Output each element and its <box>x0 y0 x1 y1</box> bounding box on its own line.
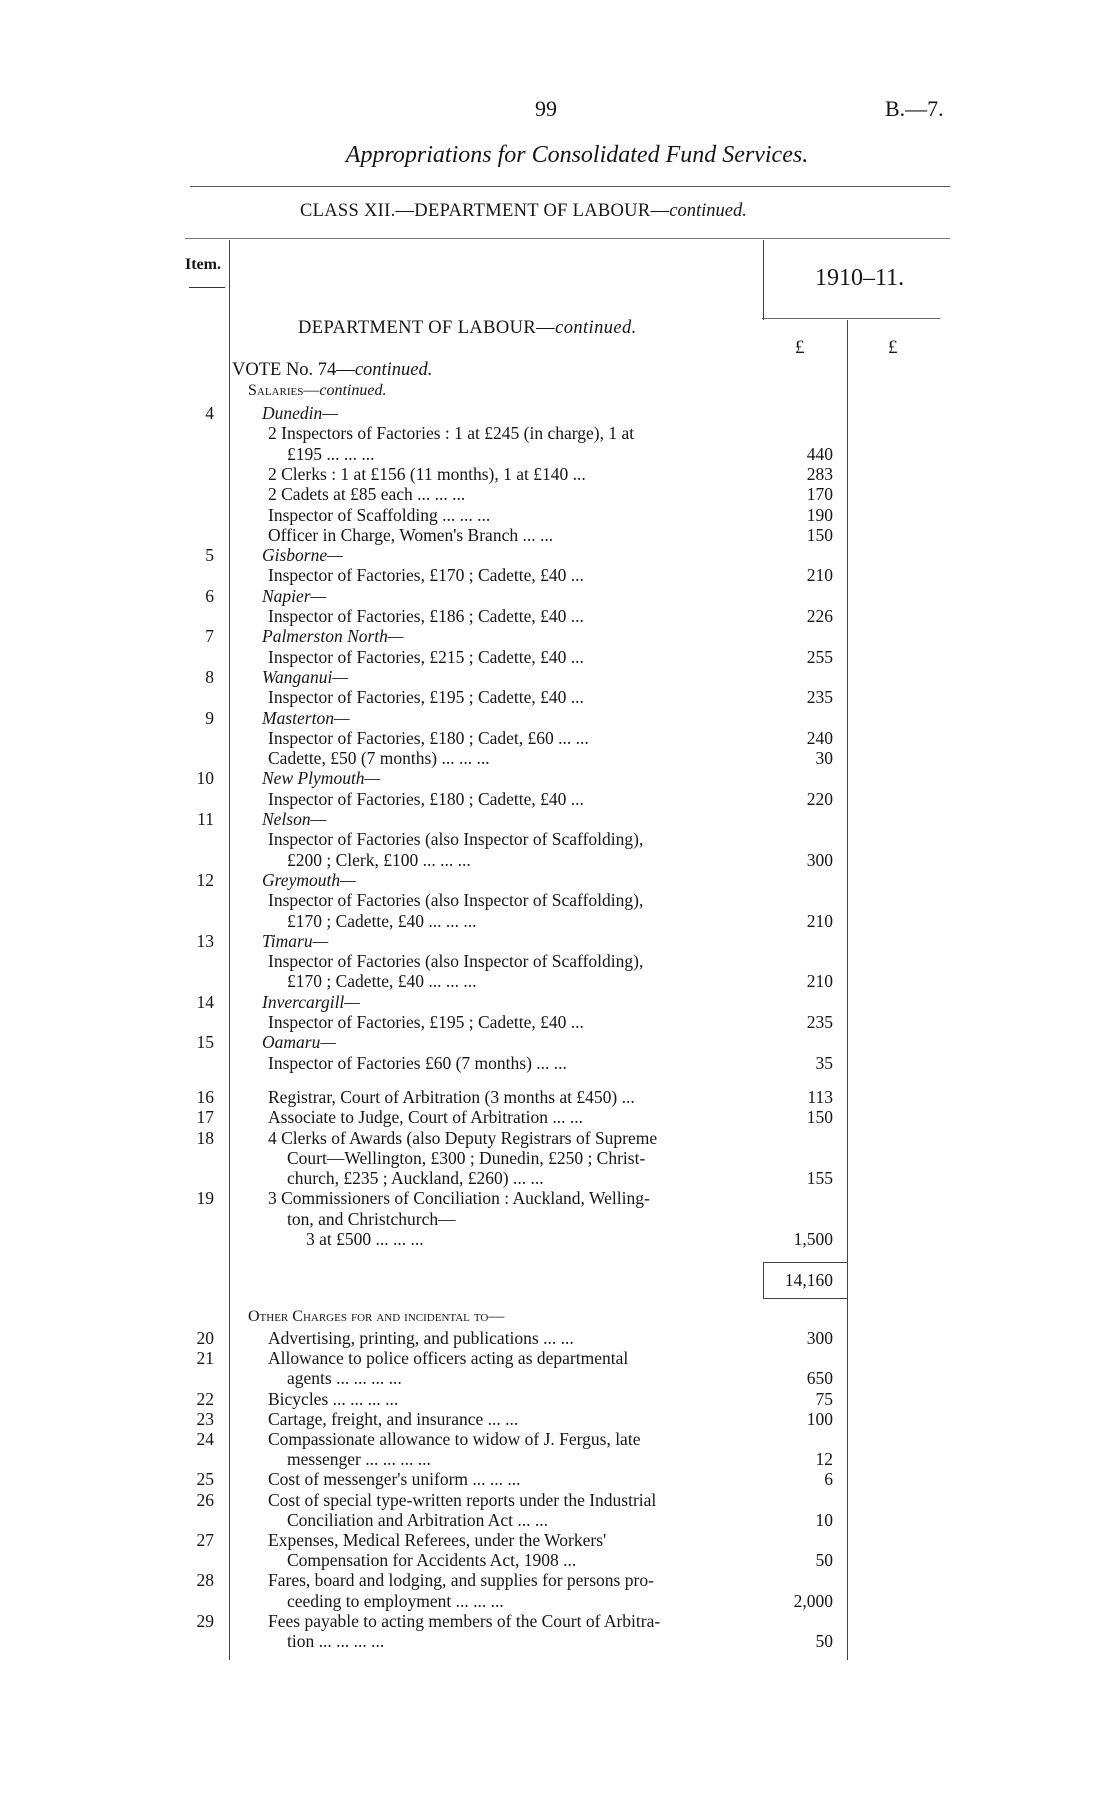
row-description: Fees payable to acting members of the Court of Arbitra- <box>268 1610 661 1631</box>
row-description: Expenses, Medical Referees, under the Workers' <box>268 1530 607 1550</box>
table-row <box>0 505 1114 525</box>
item-number: 23 <box>196 1408 214 1429</box>
table-top-rule <box>185 238 950 239</box>
pound-sign-column-1: £ <box>795 337 805 358</box>
table-row <box>0 768 1114 788</box>
salaries-subtotal: 14,160 <box>784 1270 833 1290</box>
row-description: Allowance to police officers acting as departmental <box>268 1348 629 1369</box>
table-row <box>0 1209 1114 1229</box>
table-row <box>0 1012 1114 1032</box>
vote-heading <box>232 360 432 381</box>
document-code: B.—7. <box>885 96 944 121</box>
subtotal-rule-top <box>763 1262 847 1263</box>
row-amount: 150 <box>806 1107 833 1128</box>
row-amount: 210 <box>806 565 833 586</box>
item-number: 16 <box>196 1086 214 1107</box>
item-number: 29 <box>196 1610 214 1631</box>
row-description: ceeding to employment ... ... ... <box>287 1590 504 1611</box>
row-amount: 440 <box>806 443 833 464</box>
table-row <box>0 403 1114 423</box>
table-row <box>0 1550 1114 1570</box>
place-name: Oamaru— <box>262 1032 336 1053</box>
place-name: Gisborne— <box>262 545 343 566</box>
salaries-heading-suffix: continued. <box>319 382 387 399</box>
row-description: Inspector of Factories, £195 ; Cadette, £40 ... <box>268 1012 584 1032</box>
table-row <box>0 870 1114 890</box>
row-description: tion ... ... ... ... <box>287 1631 385 1651</box>
table-row <box>0 1449 1114 1469</box>
table-row <box>0 1591 1114 1611</box>
pound-sign-column-2: £ <box>888 337 898 358</box>
row-description: 2 Clerks : 1 at £156 (11 months), 1 at £140 ... <box>268 463 586 484</box>
year-header-rule <box>762 318 940 319</box>
row-description: Inspector of Factories £60 (7 months) ... ... <box>268 1052 567 1073</box>
row-amount: 240 <box>806 727 833 748</box>
row-description: 2 Inspectors of Factories : 1 at £245 (in charge), 1 at <box>268 423 635 444</box>
item-number: 26 <box>196 1489 214 1510</box>
place-name: Nelson— <box>262 809 327 829</box>
row-amount: 190 <box>806 504 833 525</box>
table-row <box>0 1148 1114 1168</box>
table-row <box>0 1368 1114 1388</box>
row-amount: 2,000 <box>793 1590 833 1611</box>
vote-heading-suffix: continued. <box>354 360 433 380</box>
table-row <box>0 484 1114 504</box>
row-amount: 1,500 <box>793 1229 833 1249</box>
row-description: Cadette, £50 (7 months) ... ... ... <box>268 748 490 769</box>
row-description: Cost of special type-written reports under the Industrial <box>268 1489 657 1510</box>
table-row <box>0 565 1114 585</box>
row-description: Inspector of Scaffolding ... ... ... <box>268 504 491 525</box>
row-amount: 650 <box>806 1368 833 1389</box>
table-row <box>0 951 1114 971</box>
item-number: 13 <box>196 930 214 951</box>
item-number: 15 <box>196 1032 214 1053</box>
row-amount: 300 <box>806 849 833 870</box>
page-title: Appropriations for Consolidated Fund Services. <box>345 142 809 168</box>
row-amount: 255 <box>806 646 833 667</box>
table-row <box>0 1168 1114 1188</box>
row-amount: 170 <box>806 484 833 505</box>
class-heading-text: CLASS XII.—DEPARTMENT OF LABOUR— <box>300 201 670 221</box>
table-row <box>0 525 1114 545</box>
row-amount: 155 <box>806 1168 833 1189</box>
row-amount: 235 <box>806 687 833 708</box>
table-row <box>0 789 1114 809</box>
row-amount: 283 <box>806 463 833 484</box>
section-heading-text: DEPARTMENT OF LABOUR— <box>298 318 556 338</box>
table-row <box>0 1611 1114 1631</box>
table-row <box>0 1490 1114 1510</box>
table-row <box>0 971 1114 991</box>
row-description: Inspector of Factories (also Inspector of Scaffolding), <box>268 829 644 850</box>
row-description: messenger ... ... ... ... <box>287 1449 431 1470</box>
item-number: 28 <box>196 1570 214 1591</box>
row-amount: 150 <box>806 524 833 545</box>
row-amount: 300 <box>806 1328 833 1348</box>
salaries-heading-text: Salaries— <box>248 382 320 399</box>
row-amount: 220 <box>806 788 833 809</box>
table-row <box>0 444 1114 464</box>
row-description: Associate to Judge, Court of Arbitration ... ... <box>268 1107 583 1128</box>
item-number: 19 <box>196 1188 214 1209</box>
row-description: £200 ; Clerk, £100 ... ... ... <box>287 849 471 870</box>
table-row <box>0 1631 1114 1651</box>
row-description: Inspector of Factories (also Inspector of Scaffolding), <box>268 890 644 911</box>
title-rule <box>190 186 950 187</box>
table-row <box>0 1570 1114 1590</box>
item-column-header: Item. <box>185 256 221 273</box>
item-number: 22 <box>196 1388 214 1409</box>
row-description: Inspector of Factories (also Inspector of Scaffolding), <box>268 951 644 972</box>
table-row <box>0 911 1114 931</box>
row-description: £170 ; Cadette, £40 ... ... ... <box>287 971 477 992</box>
table-row <box>0 931 1114 951</box>
table-row <box>0 1107 1114 1127</box>
table-row <box>0 708 1114 728</box>
row-description: Inspector of Factories, £215 ; Cadette, £40 ... <box>268 646 584 667</box>
table-row <box>0 687 1114 707</box>
item-number: 21 <box>196 1348 214 1369</box>
table-row <box>0 1053 1114 1073</box>
row-description: Court—Wellington, £300 ; Dunedin, £250 ; Christ- <box>287 1147 646 1168</box>
salaries-heading <box>248 382 386 400</box>
item-number: 7 <box>205 626 214 647</box>
item-number: 20 <box>196 1328 214 1348</box>
row-description: Registrar, Court of Arbitration (3 months at £450) ... <box>268 1086 635 1107</box>
table-row <box>0 1530 1114 1550</box>
item-number: 25 <box>196 1469 214 1490</box>
item-number: 24 <box>196 1429 214 1449</box>
row-amount: 30 <box>815 748 833 769</box>
table-row <box>0 748 1114 768</box>
item-number: 12 <box>196 869 214 890</box>
place-name: Timaru— <box>262 930 329 951</box>
table-row <box>0 1429 1114 1449</box>
row-description: Compassionate allowance to widow of J. Fergus, late <box>268 1429 641 1449</box>
class-heading <box>300 201 747 222</box>
table-row <box>0 1510 1114 1530</box>
row-description: Fares, board and lodging, and supplies for persons pro- <box>268 1570 654 1591</box>
place-name: Dunedin— <box>262 403 338 423</box>
item-number: 11 <box>197 809 214 829</box>
year-column-header: 1910–11. <box>815 265 905 291</box>
place-name: Palmerston North— <box>262 626 404 647</box>
row-description: Inspector of Factories, £186 ; Cadette, £40 ... <box>268 606 584 626</box>
total-box-left-rule <box>763 1262 764 1298</box>
table-row <box>0 1128 1114 1148</box>
item-header-rule <box>189 287 225 288</box>
row-description: Inspector of Factories, £195 ; Cadette, £40 ... <box>268 687 584 708</box>
row-description: Advertising, printing, and publications ... ... <box>268 1328 574 1348</box>
item-number: 8 <box>205 666 214 687</box>
row-amount: 12 <box>815 1449 833 1470</box>
table-row <box>0 1328 1114 1348</box>
table-row <box>0 606 1114 626</box>
item-number: 4 <box>205 403 214 423</box>
table-row <box>0 423 1114 443</box>
table-row <box>0 1389 1114 1409</box>
table-row <box>0 1032 1114 1052</box>
table-row <box>0 464 1114 484</box>
place-name: New Plymouth— <box>262 768 381 789</box>
section-heading <box>298 318 637 339</box>
table-row <box>0 728 1114 748</box>
row-description: 3 at £500 ... ... ... <box>306 1229 424 1249</box>
row-amount: 75 <box>815 1388 833 1409</box>
place-name: Wanganui— <box>262 666 348 687</box>
row-amount: 113 <box>807 1086 833 1107</box>
row-description: Cost of messenger's uniform ... ... ... <box>268 1469 521 1490</box>
table-row <box>0 586 1114 606</box>
row-description: Compensation for Accidents Act, 1908 ... <box>287 1550 577 1571</box>
table-row <box>0 647 1114 667</box>
row-description: 4 Clerks of Awards (also Deputy Registrars of Supreme <box>268 1127 658 1148</box>
table-row <box>0 809 1114 829</box>
subtotal-rule-bottom <box>763 1298 847 1299</box>
row-description: Cartage, freight, and insurance ... ... <box>268 1408 519 1429</box>
place-name: Invercargill— <box>262 991 360 1012</box>
place-name: Masterton— <box>262 707 350 728</box>
item-number: 10 <box>196 768 214 789</box>
row-description: 2 Cadets at £85 each ... ... ... <box>268 484 466 505</box>
table-row <box>0 1087 1114 1107</box>
table-row <box>0 545 1114 565</box>
item-number: 14 <box>196 991 214 1012</box>
table-row <box>0 1348 1114 1368</box>
item-number: 5 <box>205 545 214 566</box>
row-amount: 35 <box>815 1052 833 1073</box>
row-description: 3 Commissioners of Conciliation : Auckland, Welling- <box>268 1188 650 1209</box>
row-description: Bicycles ... ... ... ... <box>268 1388 399 1409</box>
page-number: 99 <box>535 96 557 121</box>
row-description: Inspector of Factories, £180 ; Cadette, £40 ... <box>268 788 584 809</box>
item-number: 18 <box>196 1127 214 1148</box>
row-amount: 100 <box>806 1408 833 1429</box>
row-amount: 10 <box>815 1509 833 1530</box>
place-name: Napier— <box>262 585 327 606</box>
table-row <box>0 829 1114 849</box>
row-description: Inspector of Factories, £170 ; Cadette, £40 ... <box>268 565 584 586</box>
row-amount: 210 <box>806 910 833 931</box>
table-row <box>0 1229 1114 1249</box>
row-amount: 210 <box>806 971 833 992</box>
place-name: Greymouth— <box>262 869 356 890</box>
row-description: £195 ... ... ... <box>287 443 375 464</box>
row-description: Officer in Charge, Women's Branch ... ... <box>268 524 554 545</box>
table-row <box>0 1409 1114 1429</box>
row-description: ton, and Christchurch— <box>287 1208 456 1229</box>
row-amount: 235 <box>806 1012 833 1032</box>
table-row <box>0 626 1114 646</box>
other-charges-heading: Other Charges for and incidental to— <box>248 1308 505 1325</box>
vote-heading-text: VOTE No. 74— <box>232 360 355 380</box>
item-number: 17 <box>196 1107 214 1128</box>
row-description: agents ... ... ... ... <box>287 1368 402 1389</box>
row-description: Inspector of Factories, £180 ; Cadet, £60 ... ... <box>268 727 589 748</box>
row-amount: 50 <box>815 1550 833 1571</box>
class-heading-suffix: continued. <box>669 201 747 221</box>
row-amount: 50 <box>815 1631 833 1651</box>
table-row <box>0 850 1114 870</box>
table-row <box>0 992 1114 1012</box>
year-header-divider <box>763 240 764 320</box>
item-number: 6 <box>205 585 214 606</box>
table-row <box>0 1188 1114 1208</box>
table-row <box>0 667 1114 687</box>
table-row <box>0 1469 1114 1489</box>
item-number: 9 <box>205 707 214 728</box>
table-row <box>0 890 1114 910</box>
row-description: Conciliation and Arbitration Act ... ... <box>287 1509 549 1530</box>
item-number: 27 <box>196 1530 214 1550</box>
row-description: £170 ; Cadette, £40 ... ... ... <box>287 910 477 931</box>
section-heading-suffix: continued. <box>555 318 637 338</box>
row-amount: 6 <box>824 1469 833 1490</box>
row-description: church, £235 ; Auckland, £260) ... ... <box>287 1168 544 1189</box>
row-amount: 226 <box>806 606 833 626</box>
